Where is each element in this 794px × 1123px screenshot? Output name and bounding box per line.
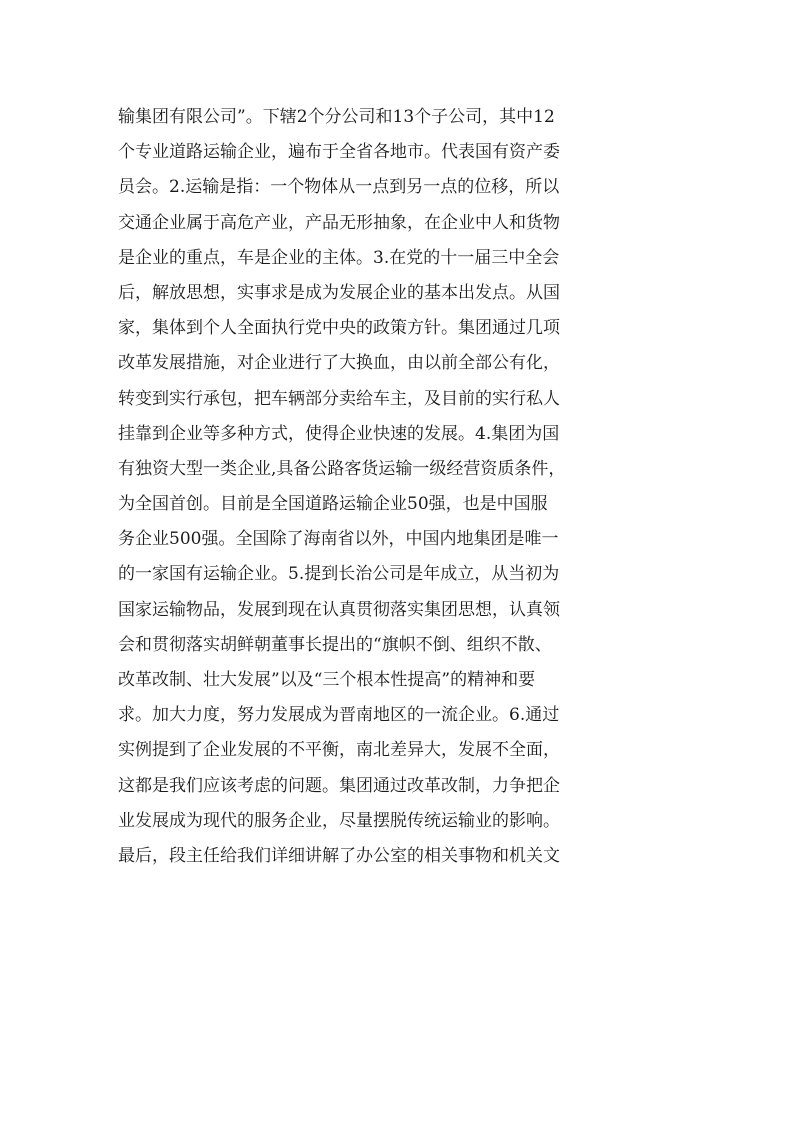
- text-line: 后，解放思想，实事求是成为发展企业的基本出发点。从国: [118, 282, 560, 303]
- text-line: 转变到实行承包，把车辆部分卖给车主，及目前的实行私人: [118, 388, 560, 409]
- text-line: 最后，段主任给我们详细讲解了办公室的相关事物和机关文: [118, 845, 560, 866]
- text-line: 挂靠到企业等多种方式，使得企业快速的发展。4.集团为国: [118, 423, 560, 444]
- text-line: 输集团有限公司”。下辖2个分公司和13个子公司，其中12: [118, 107, 555, 127]
- text-line: 有独资大型一类企业,具备公路客货运输一级经营资质条件，: [118, 458, 566, 479]
- text-line: 交通企业属于高危产业，产品无形抽象，在企业中人和货物: [118, 212, 560, 233]
- text-line: 的一家国有运输企业。5.提到长治公司是年成立，从当初为: [118, 564, 560, 585]
- text-line: 国家运输物品，发展到现在认真贯彻落实集团思想，认真领: [118, 599, 560, 620]
- text-line: 这都是我们应该考虑的问题。集团通过改革改制，力争把企: [118, 775, 560, 796]
- text-line: 改革发展措施，对企业进行了大换血，由以前全部公有化，: [118, 353, 560, 374]
- text-line: 务企业500强。全国除了海南省以外，中国内地集团是唯一: [118, 529, 559, 550]
- text-line: 实例提到了企业发展的不平衡，南北差异大，发展不全面，: [118, 740, 560, 761]
- text-line: 家，集体到个人全面执行党中央的政策方针。集团通过几项: [118, 318, 560, 339]
- text-line: 是企业的重点，车是企业的主体。3.在党的十一届三中全会: [118, 247, 560, 268]
- text-line: 个专业道路运输企业，遍布于全省各地市。代表国有资产委: [118, 142, 560, 163]
- text-line: 为全国首创。目前是全国道路运输企业50强，也是中国服: [118, 494, 548, 515]
- text-line: 求。加大力度，努力发展成为晋南地区的一流企业。6.通过: [118, 705, 560, 726]
- text-line: 业发展成为现代的服务企业，尽量摆脱传统运输业的影响。: [118, 810, 560, 831]
- body-text: [118, 100, 688, 874]
- text-line: 改革改制、壮大发展”以及“三个根本性提高”的精神和要: [118, 670, 536, 690]
- text-line: 员会。2.运输是指：一个物体从一点到另一点的位移，所以: [118, 177, 560, 198]
- text-line: 会和贯彻落实胡鲜朝董事长提出的“旗帜不倒、组织不散、: [118, 634, 552, 655]
